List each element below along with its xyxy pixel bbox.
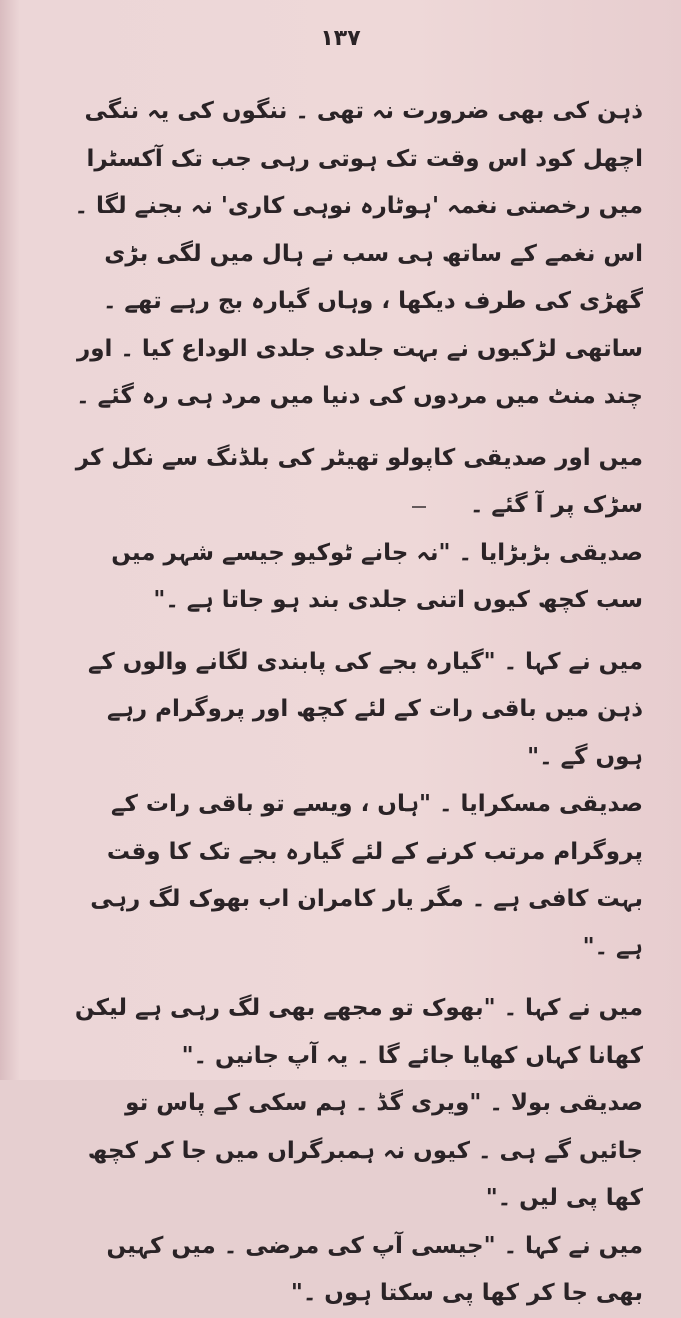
paragraph-4: میں نے کہا ۔ "گیارہ بجے کی پابندی لگانے والوں کے ذہن میں باقی رات کے لئے کچھ اور پروگرام رہے ہوں گے ۔" [87, 648, 643, 770]
paragraph-6: میں نے کہا ۔ "بھوک تو مجھے بھی لگ رہی ہے لیکن کھانا کہاں کھایا جائے گا ۔ یہ آپ جانیں ۔" [74, 995, 643, 1069]
paragraph-3: صدیقی بڑبڑایا ۔ "نہ جانے ٹوکیو جیسے شہر میں سب کچھ کیوں اتنی جلدی بند ہو جاتا ہے ۔" [111, 539, 643, 613]
page-body [58, 88, 643, 1318]
paragraph-1: ذہن کی بھی ضرورت نہ تھی ۔ ننگوں کی یہ ننگی اچھل کود اس وقت تک ہوتی رہی جب تک آکسٹرا میں رخصتی نغمہ 'ہوٹارہ نوہی کاری' نہ بجنے لگا ۔ اس نغمے کے ساتھ ہی سب نے ہال میں لگی بڑی گھڑی کی طرف دیکھا ، وہاں گیارہ بج رہے تھے ۔ ساتھی لڑکیوں نے بہت جلدی جلدی الوداع کیا ۔ اور چند منٹ میں مردوں کی دنیا میں مرد ہی رہ گئے ۔ [74, 98, 643, 409]
paragraph-7: صدیقی بولا ۔ "ویری گڈ ۔ ہم سکی کے پاس تو جائیں گے ہی ۔ کیوں نہ ہمبرگراں میں جا کر کچھ کھا پی لیں ۔" [87, 1090, 643, 1211]
page-number: ۱۳۷ [320, 26, 361, 51]
paragraph-5: صدیقی مسکرایا ۔ "ہاں ، ویسے تو باقی رات کے پروگرام مرتب کرنے کے لئے گیارہ بجے تک کا وقت بہت کافی ہے ۔ مگر یار کامران اب بھوک لگ رہی ہے ۔" [90, 791, 643, 960]
paragraph-8: میں نے کہا ۔ "جیسی آپ کی مرضی ۔ میں کہیں بھی جا کر کھا پی سکتا ہوں ۔" [106, 1232, 643, 1306]
paragraph-2: میں اور صدیقی کاپولو تھیٹر کی بلڈنگ سے نکل کر سڑک پر آ گئے ۔ [75, 444, 643, 518]
